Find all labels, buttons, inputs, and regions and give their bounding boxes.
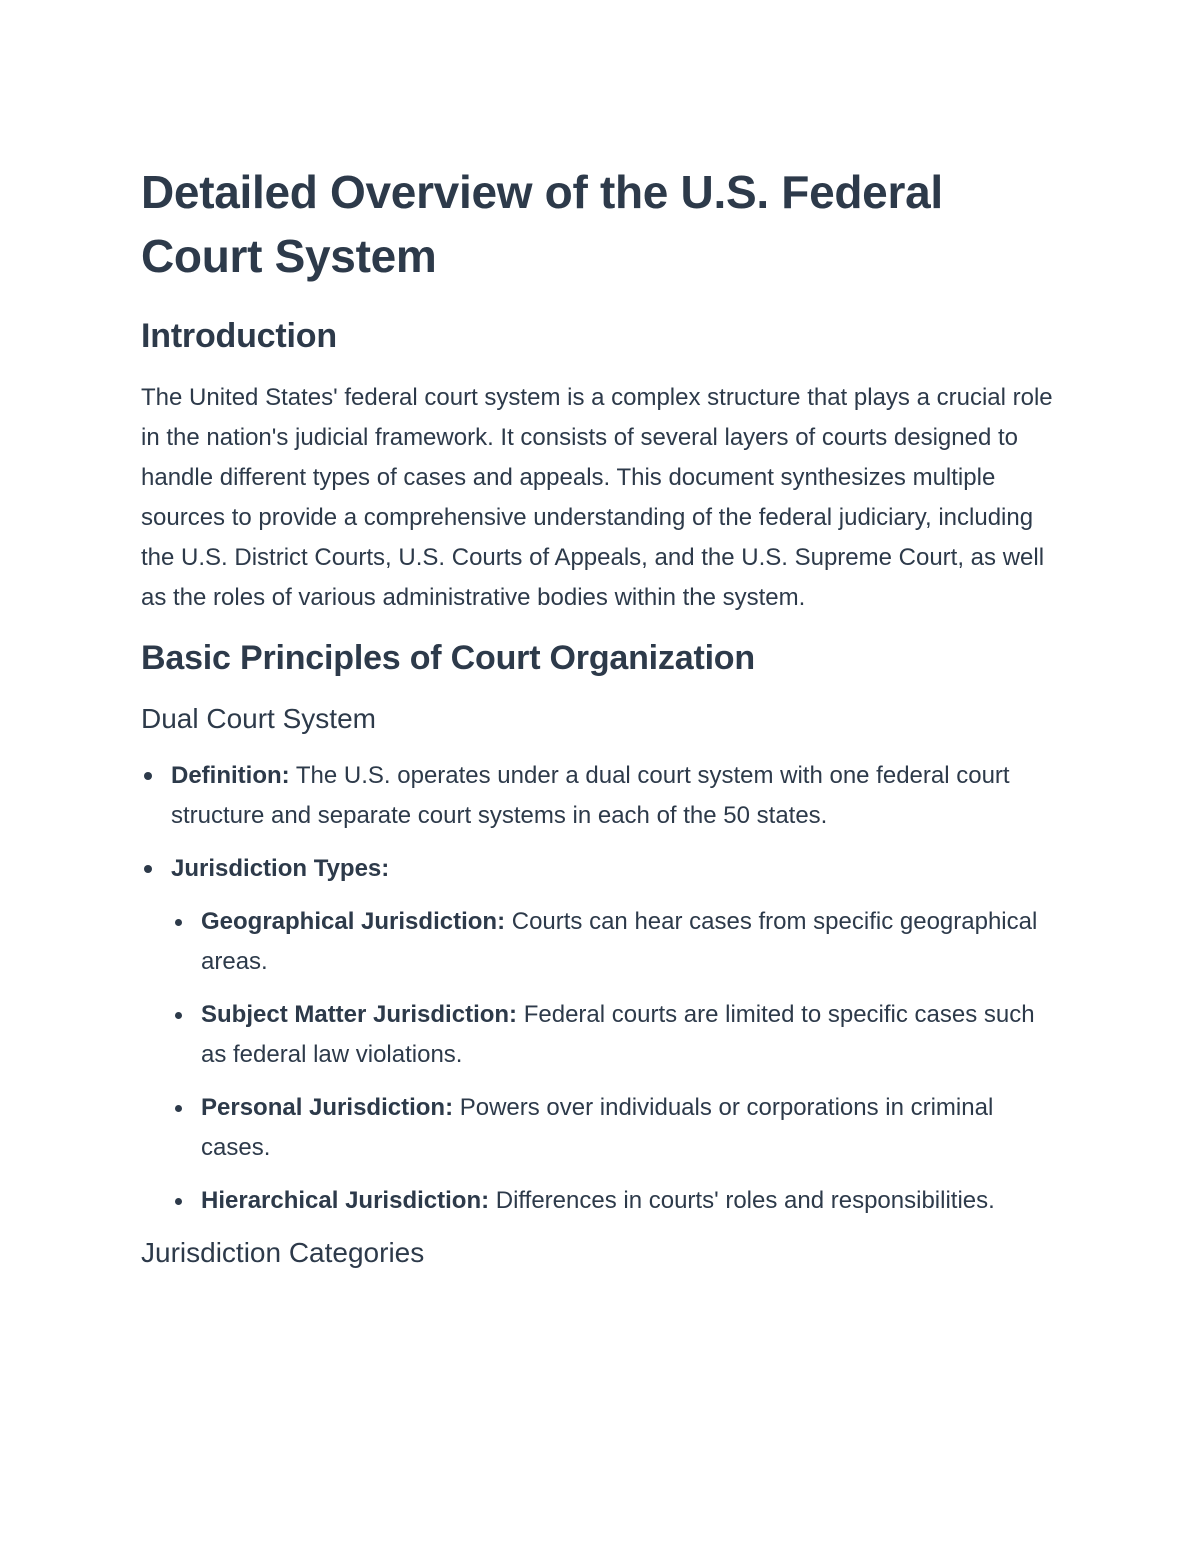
subject-matter-term: Subject Matter Jurisdiction: bbox=[201, 1001, 518, 1028]
hierarchical-text: Differences in courts' roles and responsibilities. bbox=[489, 1187, 995, 1214]
geographical-term: Geographical Jurisdiction: bbox=[201, 908, 506, 935]
subject-matter-text: Federal courts are limited to specific cases such as federal law violations. bbox=[201, 1001, 1035, 1068]
introduction-paragraph: The United States' federal court system is a complex structure that plays a crucial role in the nation's judicial framework. It consists of several layers of courts designed to handle different types of cases and appeals. This document synthesizes multiple sources to provide a comprehensive understanding of the federal judiciary, including the U.S. District Courts, U.S. Courts of Appeals, and the U.S. Supreme Court, as well as the roles of various administrative bodies within the system. bbox=[141, 384, 1053, 611]
list-item-definition bbox=[141, 756, 1061, 836]
personal-term: Personal Jurisdiction: bbox=[201, 1094, 454, 1121]
list-item-geographical bbox=[171, 902, 1061, 982]
definition-text: The U.S. operates under a dual court system with one federal court structure and separate court systems in each of the 50 states. bbox=[171, 762, 1010, 829]
document-page bbox=[141, 160, 1061, 1290]
jurisdiction-types-sublist bbox=[171, 902, 1061, 1221]
list-item-jurisdiction-types bbox=[141, 849, 1061, 1221]
list-item-personal bbox=[171, 1088, 1061, 1168]
document-title: Detailed Overview of the U.S. Federal Court System bbox=[141, 166, 943, 282]
dual-court-system-heading: Dual Court System bbox=[141, 703, 376, 734]
personal-text: Powers over individuals or corporations in criminal cases. bbox=[201, 1094, 994, 1161]
list-item-subject-matter bbox=[171, 995, 1061, 1075]
principles-heading: Basic Principles of Court Organization bbox=[141, 639, 755, 677]
jurisdiction-types-term: Jurisdiction Types: bbox=[171, 855, 390, 882]
introduction-heading: Introduction bbox=[141, 317, 337, 355]
definition-term: Definition: bbox=[171, 762, 290, 789]
geographical-text: Courts can hear cases from specific geographical areas. bbox=[201, 908, 1038, 975]
list-item-hierarchical bbox=[171, 1181, 1061, 1221]
hierarchical-term: Hierarchical Jurisdiction: bbox=[201, 1187, 490, 1214]
dual-court-list bbox=[141, 756, 1061, 1221]
jurisdiction-categories-heading: Jurisdiction Categories bbox=[141, 1237, 425, 1268]
